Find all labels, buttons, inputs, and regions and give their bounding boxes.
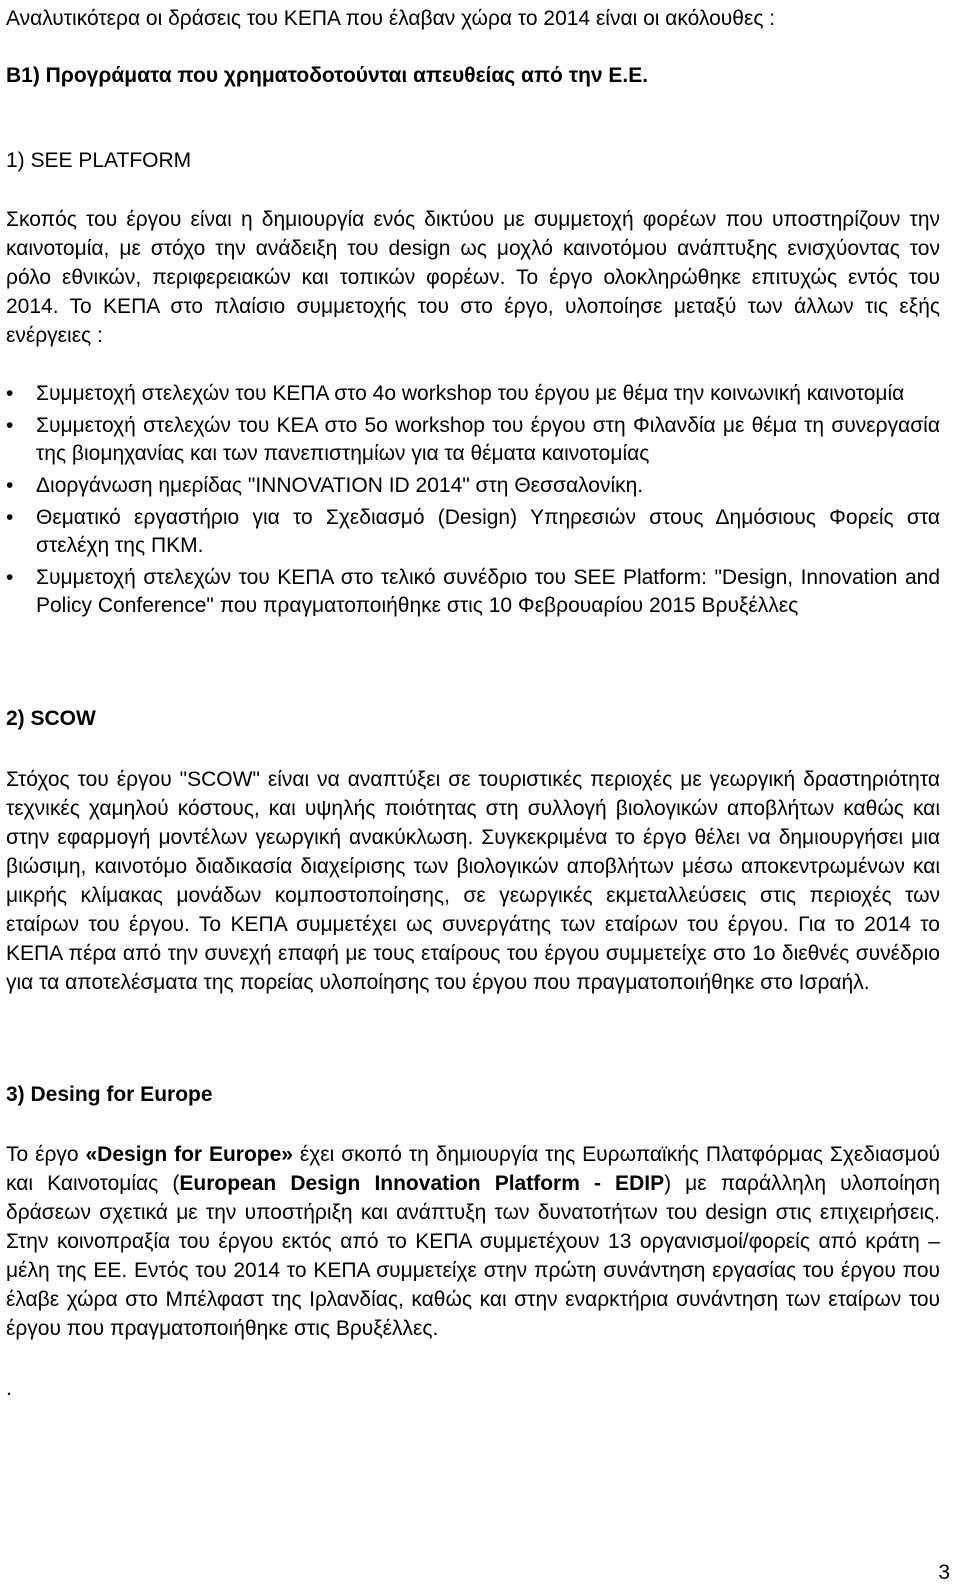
list-item: • Διοργάνωση ημερίδας "INNOVATION ID 2014" στη Θεσσαλονίκη. xyxy=(6,472,940,500)
project1-heading: 1) SEE PLATFORM xyxy=(6,149,192,172)
list-item: • Θεματικό εργαστήριο για το Σχεδιασμό (Design) Υπηρεσιών στους Δημόσιους Φορείς στα στελέχη της ΠΚΜ. xyxy=(6,506,940,557)
project3-heading: 3) Desing for Europe xyxy=(6,1083,213,1106)
project1-paragraph: Σκοπός του έργου είναι η δημιουργία ενός δικτύου με συμμετοχή φορέων που υποστηρίζουν την καινοτομία, με στόχο την ανάδειξη του design ως μοχλό καινοτόμου ανάπτυξης ενισχύοντας τον ρόλο εθνικών, περιφερειακών και τοπικών φορέων. Το έργο ολοκληρώθηκε επιτυχώς εντός του 2014. Το ΚΕΠΑ στο πλαίσιο συμμετοχής του στο έργο, υλοποίησε μεταξύ των άλλων τις εξής ενέργειες : xyxy=(6,208,940,347)
bullet-icon: • xyxy=(6,566,14,589)
list-item: • Συμμετοχή στελεχών του ΚΕΠΑ στο 4ο workshop του έργου με θέμα την κοινωνική καινοτομία xyxy=(6,380,940,408)
bullet-icon: • xyxy=(6,414,14,437)
list-item: • Συμμετοχή στελεχών του ΚΕΑ στο 5ο workshop του έργου στη Φιλανδία με θέμα τη συνεργασία της βιομηχανίας και των πανεπιστημίων για τα θέματα καινοτομίας xyxy=(6,414,940,465)
bullet-icon: • xyxy=(6,506,14,529)
trailing-dot: . xyxy=(6,1377,12,1400)
page-number: 3 xyxy=(938,1561,950,1584)
section-b1-heading: Β1) Προγράματα που χρηματοδοτούνται απευθείας από την Ε.Ε. xyxy=(6,64,649,87)
project2-paragraph: Στόχος του έργου "SCOW" είναι να αναπτύξει σε τουριστικές περιοχές με γεωργική δραστηριότητα τεχνικές χαμηλού κόστους, και υψηλής ποιότητας στη συλλογή βιολογικών αποβλήτων καθώς και στην εφαρμογή μοντέλων γεωργική ανακύκλωση. Συγκεκριμένα το έργο θέλει να δημιουργήσει μια βιώσιμη, καινοτόμο διαδικασία διαχείρισης των βιολογικών αποβλήτων μέσω αποκεντρωμένων και μικρής κλίμακας μονάδων κομποστοποίησης, σε γεωργικές εκμεταλλεύσεις στις περιοχές των εταίρων του έργου. Το ΚΕΠΑ συμμετέχει ως συνεργάτης των εταίρων του έργου. Για το 2014 το ΚΕΠΑ πέρα από την συνεχή επαφή με τους εταίρους του έργου συμμετείχε στο 1ο διεθνές συνέδριο για τα αποτελέσματα της πορείας υλοποίησης του έργου που πραγματοποιήθηκε στο Ισραήλ. xyxy=(6,768,940,994)
bullet-icon: • xyxy=(6,382,14,405)
project3-paragraph: Το έργο «Design for Europe» έχει σκοπό τη δημιουργία της Ευρωπαϊκής Πλατφόρμας Σχεδιασμού και Καινοτομίας (European Design Innovation Platform - EDIP) με παράλληλη υλοποίηση δράσεων σχετικά με την υποστήριξη και ανάπτυξη των δυνατοτήτων του design στις επιχειρήσεις. Στην κοινοπραξία του έργου εκτός από το ΚΕΠΑ συμμετέχουν 13 οργανισμοί/φορείς από κράτη – μέλη της ΕΕ. Εντός του 2014 το ΚΕΠΑ συμμετείχε στην πρώτη συνάντηση εργασίας του έργου που έλαβε χώρα στο Μπέλφαστ της Ιρλανδίας, καθώς και στην εναρκτήρια συνάντηση των εταίρων του έργου που πραγματοποιήθηκε στις Βρυξέλλες. xyxy=(6,1143,940,1340)
project1-bullet-list xyxy=(6,380,940,624)
project2-heading: 2) SCOW xyxy=(6,707,96,730)
list-item: • Συμμετοχή στελεχών του ΚΕΠΑ στο τελικό συνέδριο του SEE Platform: "Design, Innovation and Policy Conference" που πραγματοποιήθηκε στις 10 Φεβρουαρίου 2015 Βρυξέλλες xyxy=(6,566,940,617)
bullet-icon: • xyxy=(6,474,14,497)
intro-line: Αναλυτικότερα οι δράσεις του ΚΕΠΑ που έλαβαν χώρα το 2014 είναι οι ακόλουθες : xyxy=(6,7,776,30)
